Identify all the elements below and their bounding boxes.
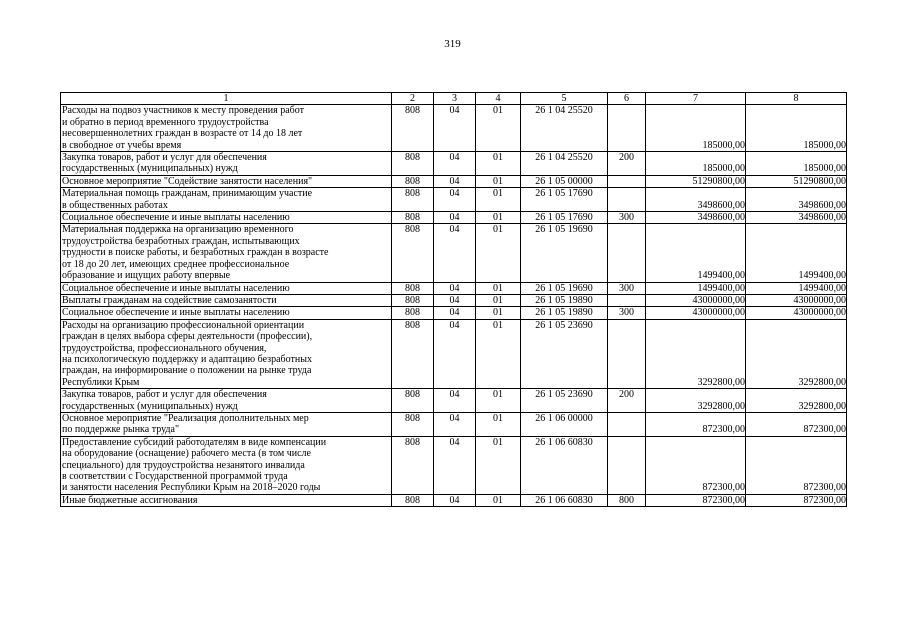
code-cell: 808 [392,175,434,187]
code-cell: 01 [476,294,521,306]
amount-cell: 3498600,00 [746,212,847,224]
code-cell: 04 [434,175,476,187]
budget-table [60,92,847,507]
description-cell: Материальная поддержка на организацию временного трудоустройства безработных граждан, испытывающих трудности в поиске работы, и безработных граждан в возрасте от 18 до 20 лет, имеющих среднее профессиональное образование и ищущих работу впервые [61,224,392,282]
amount-cell: 3292800,00 [746,319,847,388]
code-cell: 26 1 06 60830 [521,436,608,494]
description-cell: Закупка товаров, работ и услуг для обеспечения государственных (муниципальных) нужд [61,152,392,176]
amount-cell: 185000,00 [646,105,746,152]
code-cell: 200 [608,152,646,176]
code-cell: 26 1 05 19690 [521,282,608,294]
page-number: 319 [444,38,461,50]
code-cell: 26 1 05 23690 [521,389,608,413]
description-cell: Социальное обеспечение и иные выплаты населению [61,282,392,294]
description-cell: Социальное обеспечение и иные выплаты населению [61,307,392,319]
code-cell: 26 1 06 60830 [521,494,608,506]
code-cell: 01 [476,224,521,282]
code-cell: 01 [476,436,521,494]
table-row [61,152,847,176]
code-cell: 01 [476,188,521,212]
code-cell: 808 [392,152,434,176]
amount-cell: 3292800,00 [746,389,847,413]
column-header: 2 [392,93,434,105]
column-header: 5 [521,93,608,105]
table-row [61,307,847,319]
code-cell [608,224,646,282]
description-cell: Социальное обеспечение и иные выплаты населению [61,212,392,224]
amount-cell: 43000000,00 [746,307,847,319]
column-header: 1 [61,93,392,105]
code-cell: 04 [434,105,476,152]
description-cell: Материальная помощь гражданам, принимающим участие в общественных работах [61,188,392,212]
code-cell: 04 [434,212,476,224]
table-row [61,188,847,212]
code-cell: 808 [392,494,434,506]
column-header: 6 [608,93,646,105]
code-cell: 200 [608,389,646,413]
code-cell: 808 [392,389,434,413]
code-cell: 01 [476,494,521,506]
description-cell: Закупка товаров, работ и услуг для обеспечения государственных (муниципальных) нужд [61,389,392,413]
table-row [61,494,847,506]
code-cell [608,188,646,212]
table-row [61,412,847,436]
code-cell: 26 1 05 19690 [521,224,608,282]
description-cell: Расходы на подвоз участников к месту проведения работ и обратно в период временного трудоустройства несовершеннолетних граждан в возрасте от 14 до 18 лет в свободное от учебы время [61,105,392,152]
amount-cell: 1499400,00 [746,224,847,282]
amount-cell: 872300,00 [646,412,746,436]
amount-cell: 3498600,00 [746,188,847,212]
description-cell: Расходы на организацию профессиональной ориентации граждан в целях выбора сферы деятельности (профессии), трудоустройства, профессионального обучения, на психологическую поддержку и адаптацию безработных граждан, на информирование о положении на рынке труда Республики Крым [61,319,392,388]
code-cell [608,412,646,436]
column-header: 8 [746,93,847,105]
amount-cell: 872300,00 [746,494,847,506]
code-cell: 04 [434,436,476,494]
amount-cell: 3498600,00 [646,188,746,212]
table-row [61,175,847,187]
code-cell: 01 [476,152,521,176]
table-header-row [61,93,847,105]
code-cell: 01 [476,307,521,319]
code-cell: 808 [392,105,434,152]
code-cell: 01 [476,282,521,294]
description-cell: Основное мероприятие "Содействие занятости населения" [61,175,392,187]
amount-cell: 3498600,00 [646,212,746,224]
description-cell: Основное мероприятие "Реализация дополнительных мер по поддержке рынка труда" [61,412,392,436]
code-cell: 26 1 05 19890 [521,294,608,306]
code-cell: 04 [434,294,476,306]
code-cell: 01 [476,389,521,413]
amount-cell: 3292800,00 [646,319,746,388]
code-cell: 04 [434,412,476,436]
code-cell: 808 [392,282,434,294]
description-cell: Выплаты гражданам на содействие самозанятости [61,294,392,306]
amount-cell: 872300,00 [646,494,746,506]
code-cell: 01 [476,105,521,152]
code-cell: 01 [476,412,521,436]
code-cell [608,294,646,306]
code-cell: 808 [392,412,434,436]
code-cell: 808 [392,307,434,319]
column-header: 4 [476,93,521,105]
code-cell: 808 [392,319,434,388]
code-cell: 01 [476,319,521,388]
table-row [61,212,847,224]
amount-cell: 43000000,00 [646,307,746,319]
amount-cell: 51290800,00 [746,175,847,187]
code-cell [608,175,646,187]
code-cell: 26 1 05 00000 [521,175,608,187]
table-row [61,105,847,152]
code-cell: 300 [608,212,646,224]
code-cell [608,436,646,494]
code-cell: 300 [608,282,646,294]
table-row [61,282,847,294]
table-row [61,294,847,306]
code-cell: 04 [434,224,476,282]
code-cell: 04 [434,188,476,212]
code-cell [608,319,646,388]
code-cell: 04 [434,152,476,176]
code-cell: 26 1 05 17690 [521,212,608,224]
description-cell: Иные бюджетные ассигнования [61,494,392,506]
amount-cell: 3292800,00 [646,389,746,413]
column-header: 7 [646,93,746,105]
amount-cell: 872300,00 [746,412,847,436]
code-cell: 04 [434,307,476,319]
amount-cell: 1499400,00 [746,282,847,294]
code-cell: 04 [434,282,476,294]
code-cell: 808 [392,224,434,282]
table-row [61,224,847,282]
code-cell: 26 1 06 00000 [521,412,608,436]
code-cell: 26 1 05 19890 [521,307,608,319]
amount-cell: 872300,00 [646,436,746,494]
code-cell: 26 1 05 23690 [521,319,608,388]
code-cell: 04 [434,319,476,388]
code-cell: 300 [608,307,646,319]
amount-cell: 1499400,00 [646,224,746,282]
amount-cell: 872300,00 [746,436,847,494]
column-header: 3 [434,93,476,105]
code-cell: 04 [434,389,476,413]
code-cell: 800 [608,494,646,506]
code-cell: 26 1 04 25520 [521,152,608,176]
amount-cell: 185000,00 [746,152,847,176]
amount-cell: 43000000,00 [646,294,746,306]
amount-cell: 185000,00 [646,152,746,176]
code-cell: 26 1 05 17690 [521,188,608,212]
code-cell: 808 [392,294,434,306]
code-cell: 01 [476,175,521,187]
code-cell: 01 [476,212,521,224]
code-cell: 808 [392,212,434,224]
table-row [61,436,847,494]
table-row [61,389,847,413]
code-cell: 808 [392,436,434,494]
amount-cell: 1499400,00 [646,282,746,294]
amount-cell: 43000000,00 [746,294,847,306]
amount-cell: 185000,00 [746,105,847,152]
code-cell: 26 1 04 25520 [521,105,608,152]
code-cell: 04 [434,494,476,506]
code-cell: 808 [392,188,434,212]
code-cell [608,105,646,152]
amount-cell: 51290800,00 [646,175,746,187]
description-cell: Предоставление субсидий работодателям в виде компенсации на оборудование (оснащение) рабочего места (в том числе специального) для трудоустройства незанятого инвалида в соответствии с Государственной программой труда и занятости населения Республики Крым на 2018–2020 годы [61,436,392,494]
table-row [61,319,847,388]
